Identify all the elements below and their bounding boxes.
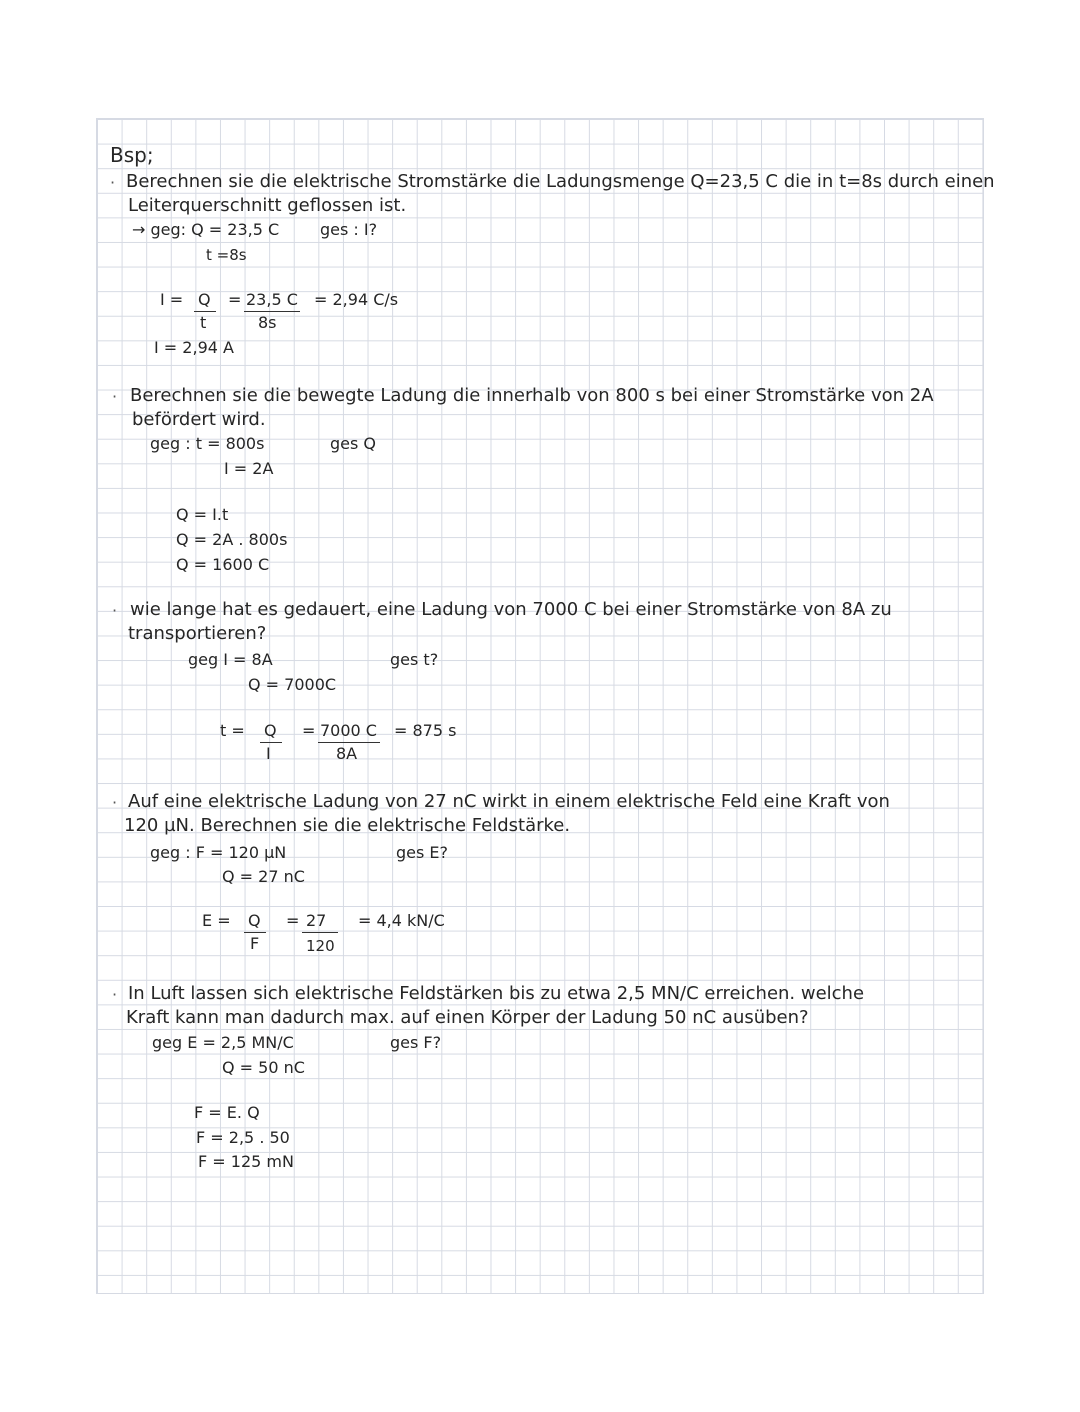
ex3-sought: ges t? (390, 650, 439, 669)
ex1-question-line1: Berechnen sie die elektrische Stromstärke die Ladungsmenge Q=23,5 C die in t=8s durch einen (126, 171, 995, 192)
ex4-sought: ges E? (396, 843, 449, 862)
ex3-formula-result: = 875 s (394, 721, 457, 740)
bullet-5: · (112, 985, 118, 1004)
ex1-formula-numerator: Q (198, 290, 211, 309)
ex3-formula-denominator2: 8A (336, 744, 358, 763)
ex1-formula-result: = 2,94 C/s (314, 290, 399, 309)
ex5-given-e: geg E = 2,5 MN/C (152, 1033, 294, 1052)
ex2-calc-line3: Q = 1600 C (176, 555, 270, 574)
ex4-formula-eq2: = (286, 911, 300, 930)
ex3-formula-numerator: Q (264, 721, 277, 740)
ex4-formula-denominator: F (250, 934, 260, 953)
ex1-formula-denominator2: 8s (258, 313, 277, 332)
ex5-given-q: Q = 50 nC (222, 1058, 305, 1077)
heading: Bsp; (110, 143, 154, 167)
ex3-given-q: Q = 7000C (248, 675, 337, 694)
ex1-given-q: → geg: Q = 23,5 C (132, 220, 280, 239)
ex5-question-line2: Kraft kann man dadurch max. auf einen Körper der Ladung 50 nC ausüben? (126, 1007, 809, 1028)
ex4-formula-denominator2: 120 (306, 937, 335, 955)
ex2-given-t: geg : t = 800s (150, 434, 265, 453)
ex5-calc-line3: F = 125 mN (198, 1152, 294, 1171)
ex4-fraction-bar2 (302, 932, 338, 933)
ex3-formula-eq2: = (302, 721, 316, 740)
ex1-formula-lhs: I = (160, 290, 184, 309)
ex1-result: I = 2,94 A (154, 338, 234, 357)
bullet-1: · (110, 173, 116, 192)
ex1-sought: ges : I? (320, 220, 378, 239)
ex1-given-t: t =8s (206, 246, 247, 264)
ex5-calc-line1: F = E. Q (194, 1103, 260, 1122)
ex2-sought: ges Q (330, 434, 377, 453)
ex1-question-line2: Leiterquerschnitt geflossen ist. (128, 195, 407, 216)
ex4-formula-result: = 4,4 kN/C (358, 911, 445, 930)
ex4-formula-numerator: Q (248, 911, 261, 930)
ex1-formula-numerator2: 23,5 C (246, 290, 298, 309)
ex2-given-i: I = 2A (224, 459, 274, 478)
ex3-formula-denominator: I (266, 744, 271, 763)
ex4-given-f: geg : F = 120 µN (150, 843, 287, 862)
ex4-formula-lhs: E = (202, 911, 231, 930)
ex2-calc-line2: Q = 2A . 800s (176, 530, 288, 549)
ex1-formula-denominator: t (200, 313, 207, 332)
ex2-question-line1: Berechnen sie die bewegte Ladung die innerhalb von 800 s bei einer Stromstärke von 2A (130, 385, 934, 406)
ex5-calc-line2: F = 2,5 . 50 (196, 1128, 290, 1147)
ex3-given-i: geg I = 8A (188, 650, 273, 669)
ex3-fraction-bar (260, 742, 282, 743)
ex4-formula-numerator2: 27 (306, 911, 327, 930)
ex2-question-line2: befördert wird. (132, 409, 266, 430)
ex4-question-line1: Auf eine elektrische Ladung von 27 nC wirkt in einem elektrische Feld eine Kraft von (128, 791, 890, 812)
bullet-2: · (112, 387, 118, 406)
ex4-question-line2: 120 µN. Berechnen sie die elektrische Feldstärke. (124, 815, 571, 836)
bullet-3: · (112, 601, 118, 620)
ex3-question-line1: wie lange hat es gedauert, eine Ladung von 7000 C bei einer Stromstärke von 8A zu (130, 599, 892, 620)
ex3-formula-numerator2: 7000 C (320, 721, 377, 740)
ex3-question-line2: transportieren? (128, 623, 267, 644)
ex2-calc-line1: Q = I.t (176, 505, 229, 524)
ex3-formula-lhs: t = (220, 721, 245, 740)
ex5-sought: ges F? (390, 1033, 442, 1052)
ex5-question-line1: In Luft lassen sich elektrische Feldstärken bis zu etwa 2,5 MN/C erreichen. welche (128, 983, 865, 1004)
ex4-given-q: Q = 27 nC (222, 867, 305, 886)
bullet-4: · (112, 793, 118, 812)
ex1-formula-eq2: = (228, 290, 242, 309)
